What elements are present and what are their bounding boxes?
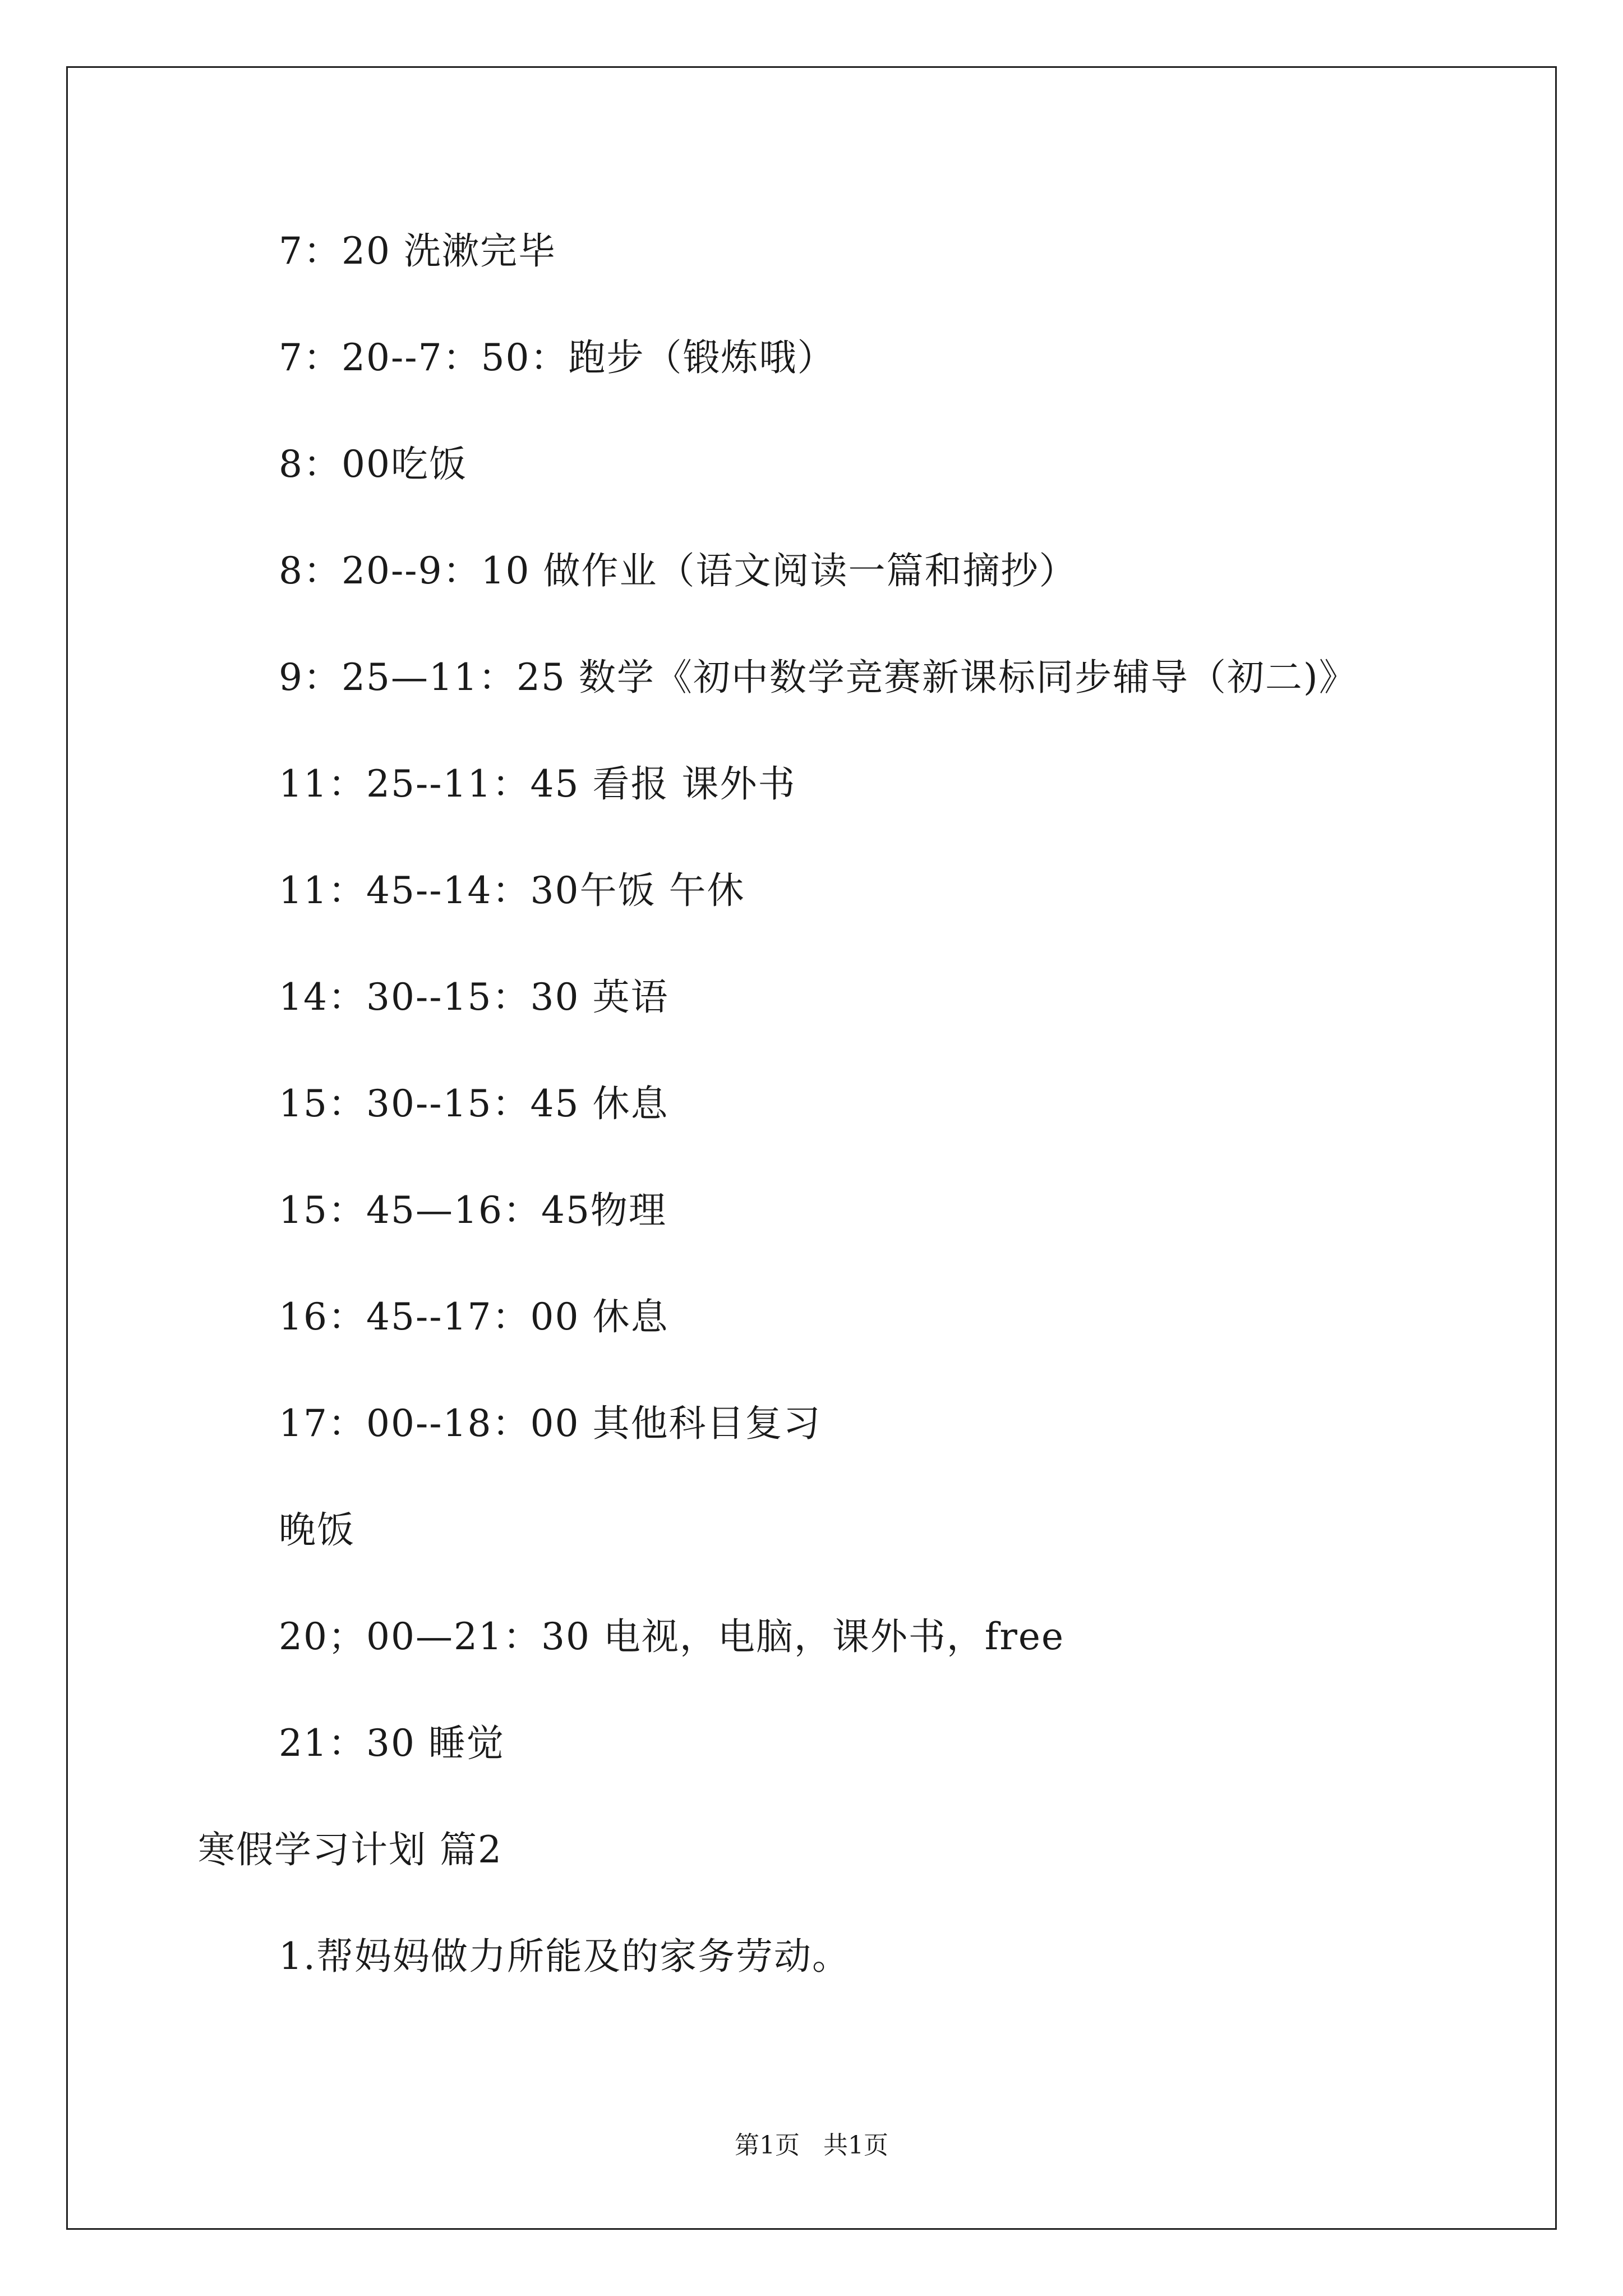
schedule-line: 15：30--15：45 休息 xyxy=(279,1082,669,1125)
page-footer: 第1页 共1页 xyxy=(735,2131,888,2160)
schedule-line: 20；00—21：30 电视，电脑，课外书，free xyxy=(279,1615,1065,1658)
list-item: 1.帮妈妈做力所能及的家务劳动。 xyxy=(279,1935,850,1978)
schedule-line: 8：00吃饭 xyxy=(279,443,467,486)
schedule-line: 8：20--9：10 做作业（语文阅读一篇和摘抄） xyxy=(279,549,1077,592)
schedule-line: 14：30--15：30 英语 xyxy=(279,976,669,1019)
schedule-line: 晚饭 xyxy=(279,1508,355,1552)
schedule-line: 11：45--14：30午饭 午休 xyxy=(279,869,745,912)
schedule-line: 15：45—16：45物理 xyxy=(279,1189,667,1232)
schedule-line: 9：25—11：25 数学《初中数学竞赛新课标同步辅导（初二)》 xyxy=(279,656,1357,699)
section-heading: 寒假学习计划 篇2 xyxy=(198,1828,502,1871)
schedule-line: 16：45--17：00 休息 xyxy=(279,1295,669,1338)
schedule-line: 11：25--11：45 看报 课外书 xyxy=(279,762,796,806)
page-border xyxy=(66,66,1557,2230)
schedule-line: 17：00--18：00 其他科目复习 xyxy=(279,1402,822,1445)
schedule-line: 21：30 睡觉 xyxy=(279,1722,505,1765)
schedule-line: 7：20--7：50：跑步（锻炼哦） xyxy=(279,336,836,379)
schedule-line: 7：20 洗漱完毕 xyxy=(279,229,556,273)
